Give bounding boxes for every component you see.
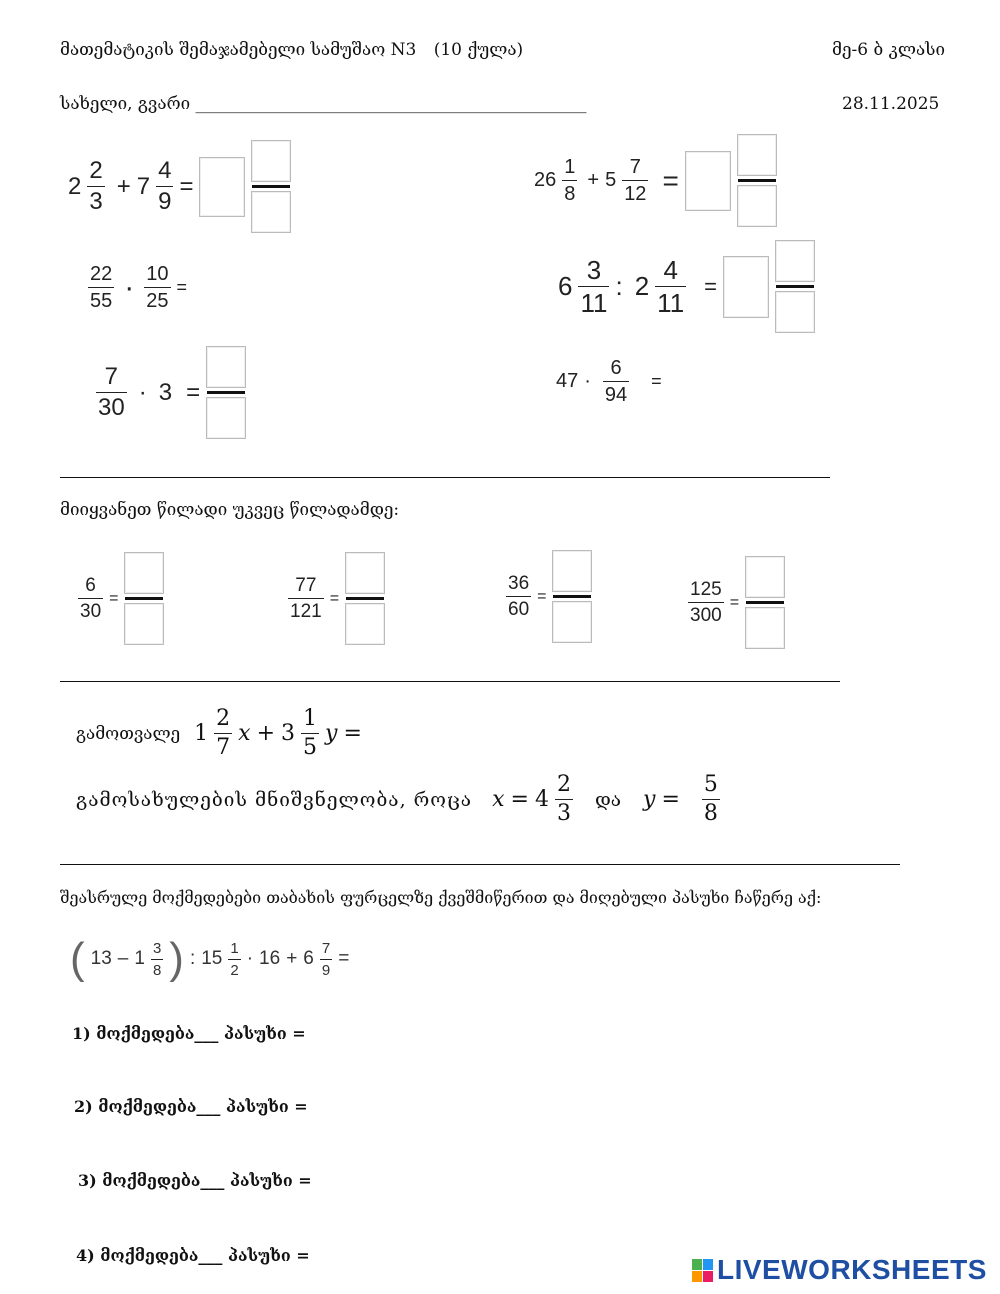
fraction-answer: [737, 134, 777, 227]
equals: =: [537, 587, 547, 605]
separator-line: [60, 864, 900, 865]
fraction-answer: [124, 552, 164, 645]
operator: ·: [246, 948, 254, 969]
denominator-answer-box[interactable]: [206, 397, 246, 439]
fraction-answer: [775, 240, 815, 333]
equals: =: [661, 787, 680, 812]
operator: +: [256, 721, 276, 746]
fraction: $\frac{6}{30}$: [80, 575, 102, 622]
fraction: $\frac{2}{7}$: [216, 706, 231, 760]
fraction: $\frac{7}{9}$: [321, 939, 331, 979]
operator: +: [587, 169, 600, 191]
points-text: (10 ქულა): [433, 40, 524, 60]
operator: ·: [138, 378, 147, 406]
numerator-answer-box[interactable]: [251, 140, 291, 182]
operator: :: [189, 948, 196, 969]
fraction: $\frac{7}{12}$: [624, 156, 647, 205]
fraction-answer: [552, 550, 592, 643]
whole: 3: [281, 721, 296, 746]
exercise-4: [558, 240, 815, 333]
operator: ·: [124, 270, 135, 304]
fraction: $\frac{4}{9}$: [158, 157, 172, 215]
exercise-1: [68, 140, 291, 233]
numerator-answer-box[interactable]: [737, 134, 777, 176]
operator: –: [117, 948, 129, 969]
fraction-answer: [345, 552, 385, 645]
fraction: $\frac{3}{8}$: [152, 939, 162, 979]
equals: =: [186, 378, 201, 406]
denominator-answer-box[interactable]: [552, 601, 592, 643]
equals: =: [343, 721, 362, 746]
variable-x: x: [238, 721, 251, 746]
liveworksheets-logo: [692, 1254, 987, 1286]
fraction: $\frac{22}{55}$: [90, 263, 113, 312]
operator: +: [116, 172, 131, 200]
equals: =: [176, 277, 188, 297]
title-text: მათემატიკის შემაჯამებელი სამუშაო N3: [60, 40, 417, 60]
fraction: $\frac{1}{2}$: [230, 939, 239, 979]
denominator-answer-box[interactable]: [745, 607, 785, 649]
operations-expression: [70, 934, 349, 984]
exercise-2: [534, 134, 777, 227]
logo-text: LIVEWORKSHEETS: [717, 1254, 987, 1285]
step-3: 3) მოქმედება___ პასუხი =: [78, 1171, 312, 1190]
whole-answer-box[interactable]: [723, 256, 769, 318]
name-blank: ______________________________________________: [195, 94, 587, 114]
number: 13: [90, 948, 112, 969]
operator: +: [286, 948, 298, 969]
fraction: $\frac{4}{11}$: [657, 255, 685, 318]
reduce-instruction: მიიყვანეთ წილადი უკვეც წილადამდე:: [60, 500, 400, 520]
worksheet-title: [60, 40, 523, 60]
operator: ·: [584, 370, 591, 392]
numerator-answer-box[interactable]: [552, 550, 592, 592]
step-2: 2) მოქმედება___ პასუხი =: [74, 1097, 308, 1116]
fraction-answer: [206, 346, 246, 439]
fraction-answer: [251, 140, 291, 233]
whole: 7: [136, 172, 151, 200]
name-label: სახელი, გვარი: [60, 94, 191, 114]
fraction: $\frac{5}{8}$: [703, 772, 718, 826]
equals: =: [109, 589, 119, 607]
fraction: $\frac{7}{30}$: [98, 363, 125, 421]
equals: =: [729, 593, 740, 611]
name-field: [60, 94, 587, 114]
whole: 15: [201, 948, 223, 969]
reduce-fraction-3: [506, 550, 592, 643]
paren-close: ): [169, 934, 184, 983]
logo-icon: [692, 1259, 713, 1282]
separator-line: [60, 477, 830, 478]
exercise-6: [556, 358, 662, 405]
whole: 5: [605, 169, 617, 191]
whole: 6: [303, 948, 314, 969]
denominator-answer-box[interactable]: [124, 603, 164, 645]
exercise-3: [88, 264, 187, 311]
equals: =: [510, 787, 529, 812]
whole: 2: [68, 172, 82, 200]
denominator-answer-box[interactable]: [737, 185, 777, 227]
numerator-answer-box[interactable]: [206, 346, 246, 388]
fraction: $\frac{3}{11}$: [580, 255, 608, 318]
numerator-answer-box[interactable]: [345, 552, 385, 594]
separator-line: [60, 681, 840, 682]
fraction: $\frac{6}{94}$: [604, 357, 628, 406]
numerator-answer-box[interactable]: [124, 552, 164, 594]
reduce-fraction-1: [78, 552, 164, 645]
condition-label: გამოსახულების მნიშვნელობა, როცა: [76, 788, 473, 811]
exercise-5: [96, 346, 246, 439]
denominator-answer-box[interactable]: [251, 191, 291, 233]
equals: =: [651, 371, 662, 391]
equals: =: [179, 172, 194, 200]
fraction: $\frac{2}{3}$: [89, 157, 103, 215]
number: 16: [259, 948, 281, 969]
evaluate-condition: [76, 774, 720, 825]
fraction: $\frac{10}{25}$: [146, 263, 169, 312]
fraction: $\frac{36}{60}$: [508, 573, 530, 620]
fraction: $\frac{1}{5}$: [303, 706, 318, 760]
equals: =: [662, 164, 679, 196]
step-4: 4) მოქმედება___ პასუხი =: [76, 1246, 310, 1265]
evaluate-expression: [76, 708, 362, 759]
number: 3: [158, 378, 173, 406]
numerator-answer-box[interactable]: [745, 556, 785, 598]
whole: 4: [534, 787, 549, 812]
numerator-answer-box[interactable]: [775, 240, 815, 282]
evaluate-label: გამოთვალე: [76, 723, 181, 744]
equals: =: [704, 273, 718, 299]
reduce-fraction-4: [688, 556, 785, 649]
and-label: და: [594, 788, 622, 811]
variable-y: y: [325, 721, 338, 746]
fraction: $\frac{1}{8}$: [564, 156, 576, 205]
variable-y: y: [643, 787, 656, 812]
whole: 26: [534, 169, 557, 191]
denominator-answer-box[interactable]: [345, 603, 385, 645]
fraction-answer: [745, 556, 785, 649]
fraction: $\frac{2}{3}$: [556, 772, 571, 826]
fraction: $\frac{77}{121}$: [290, 575, 322, 622]
number: 47: [556, 370, 579, 392]
step-1: 1) მოქმედება___ პასუხი =: [72, 1024, 306, 1043]
whole: 2: [634, 271, 650, 301]
whole: 6: [558, 271, 573, 301]
whole: 1: [134, 948, 145, 969]
operator: :: [615, 271, 623, 301]
denominator-answer-box[interactable]: [775, 291, 815, 333]
date-label: 28.11.2025: [842, 94, 940, 114]
equals: =: [338, 948, 350, 969]
whole: 1: [194, 721, 209, 746]
grade-label: მე-6 ბ კლასი: [832, 40, 946, 60]
reduce-fraction-2: [288, 552, 385, 645]
fraction: $\frac{125}{300}$: [690, 579, 722, 626]
equals: =: [329, 589, 340, 607]
variable-x: x: [492, 787, 505, 812]
operations-instruction: შეასრულე მოქმედებები თაბახის ფურცელზე ქვეშმიწერით და მიღებული პასუხი ჩაწერე აქ:: [60, 888, 822, 907]
whole-answer-box[interactable]: [685, 151, 731, 211]
paren-open: (: [70, 934, 85, 983]
whole-answer-box[interactable]: [199, 157, 245, 217]
